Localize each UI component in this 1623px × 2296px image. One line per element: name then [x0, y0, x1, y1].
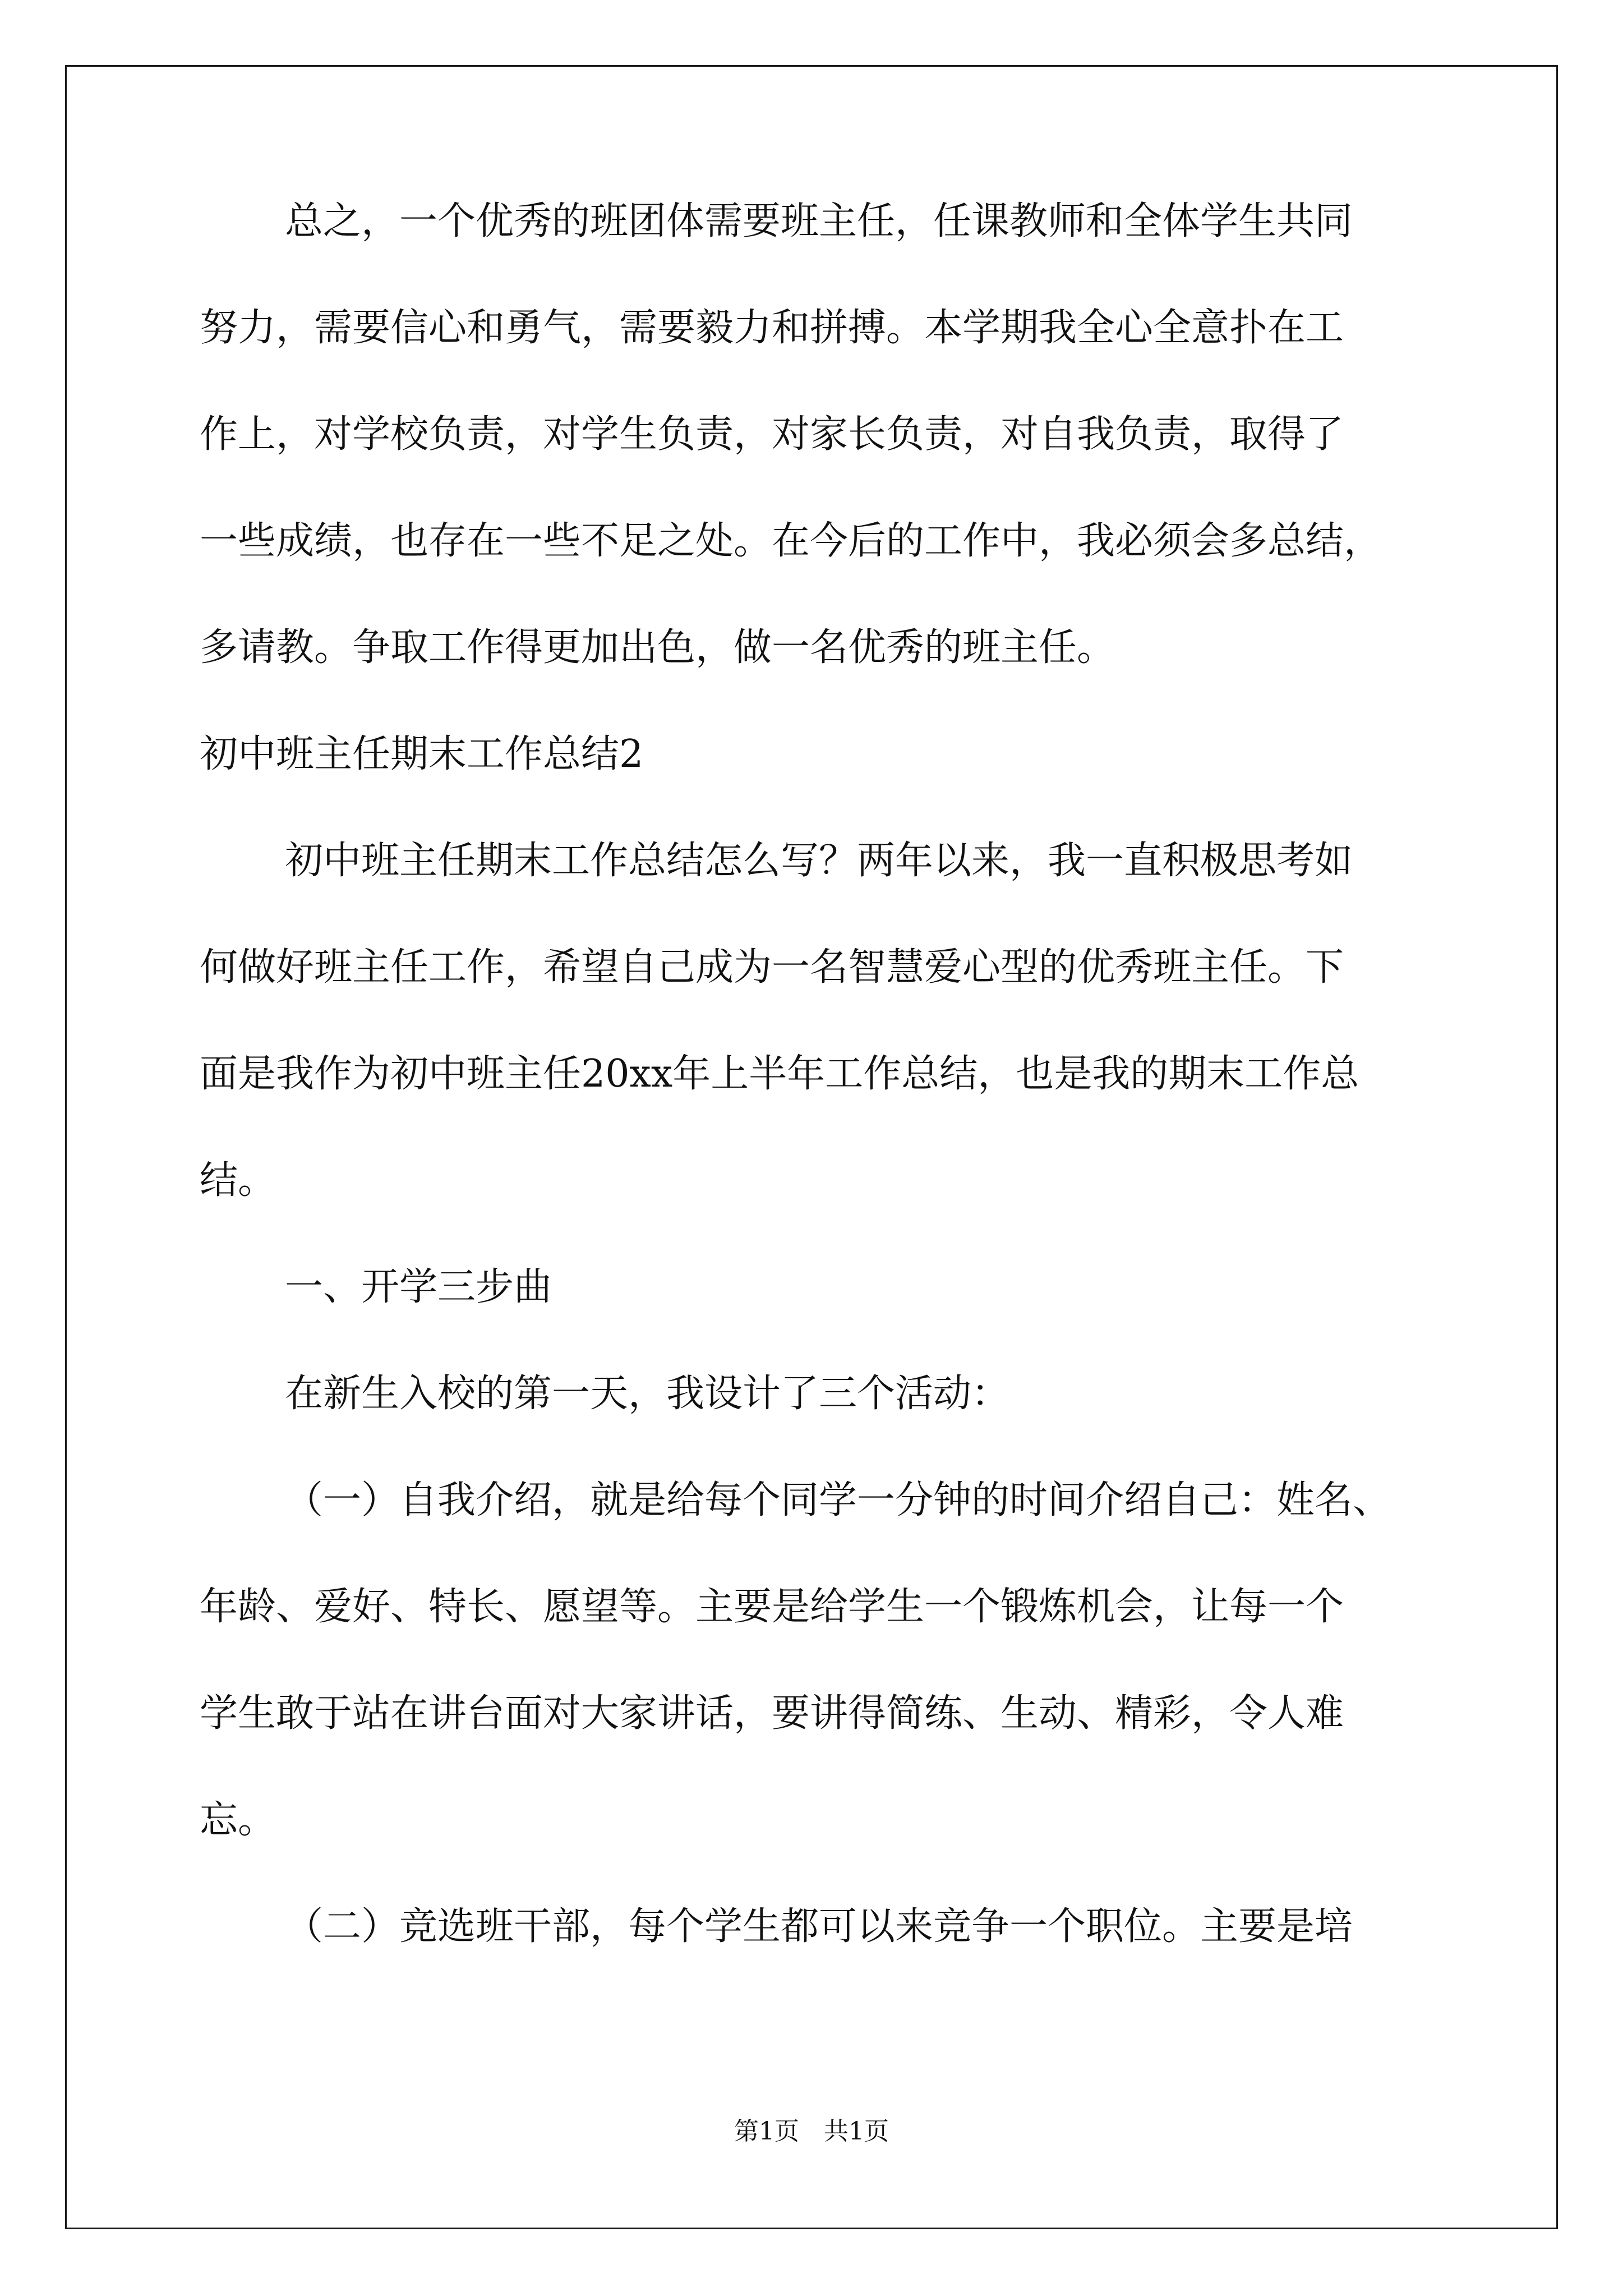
text-line: 初中班主任期末工作总结怎么写？两年以来，我一直积极思考如	[285, 839, 1353, 883]
section-heading: 初中班主任期末工作总结2	[200, 732, 644, 776]
text-line: 总之，一个优秀的班团体需要班主任，任课教师和全体学生共同	[285, 199, 1353, 243]
text-line: 一些成绩，也存在一些不足之处。在今后的工作中，我必须会多总结，	[200, 519, 1382, 563]
page-number-footer: 第1页 共1页	[734, 2117, 889, 2146]
text-line: 在新生入校的第一天，我设计了三个活动：	[285, 1372, 1010, 1416]
subheading: 一、开学三步曲	[285, 1265, 552, 1309]
text-line: 面是我作为初中班主任20xx年上半年工作总结，也是我的期末工作总	[200, 1052, 1359, 1096]
text-line: 结。	[200, 1158, 276, 1203]
text-line: （一）自我介绍，就是给每个同学一分钟的时间介绍自己：姓名、	[285, 1478, 1391, 1522]
text-line: 努力，需要信心和勇气，需要毅力和拼搏。本学期我全心全意扑在工	[200, 306, 1344, 350]
text-line: 年龄、爱好、特长、愿望等。主要是给学生一个锻炼机会，让每一个	[200, 1585, 1344, 1629]
text-line: 多请教。争取工作得更加出色，做一名优秀的班主任。	[200, 625, 1115, 670]
text-line: 学生敢于站在讲台面对大家讲话，要讲得简练、生动、精彩，令人难	[200, 1691, 1344, 1736]
text-line: （二）竞选班干部，每个学生都可以来竞争一个职位。主要是培	[285, 1904, 1353, 1949]
text-line: 作上，对学校负责，对学生负责，对家长负责，对自我负责，取得了	[200, 412, 1344, 457]
text-line: 何做好班主任工作，希望自己成为一名智慧爱心型的优秀班主任。下	[200, 945, 1344, 990]
document-body	[200, 168, 1433, 1980]
text-line: 忘。	[200, 1798, 276, 1842]
